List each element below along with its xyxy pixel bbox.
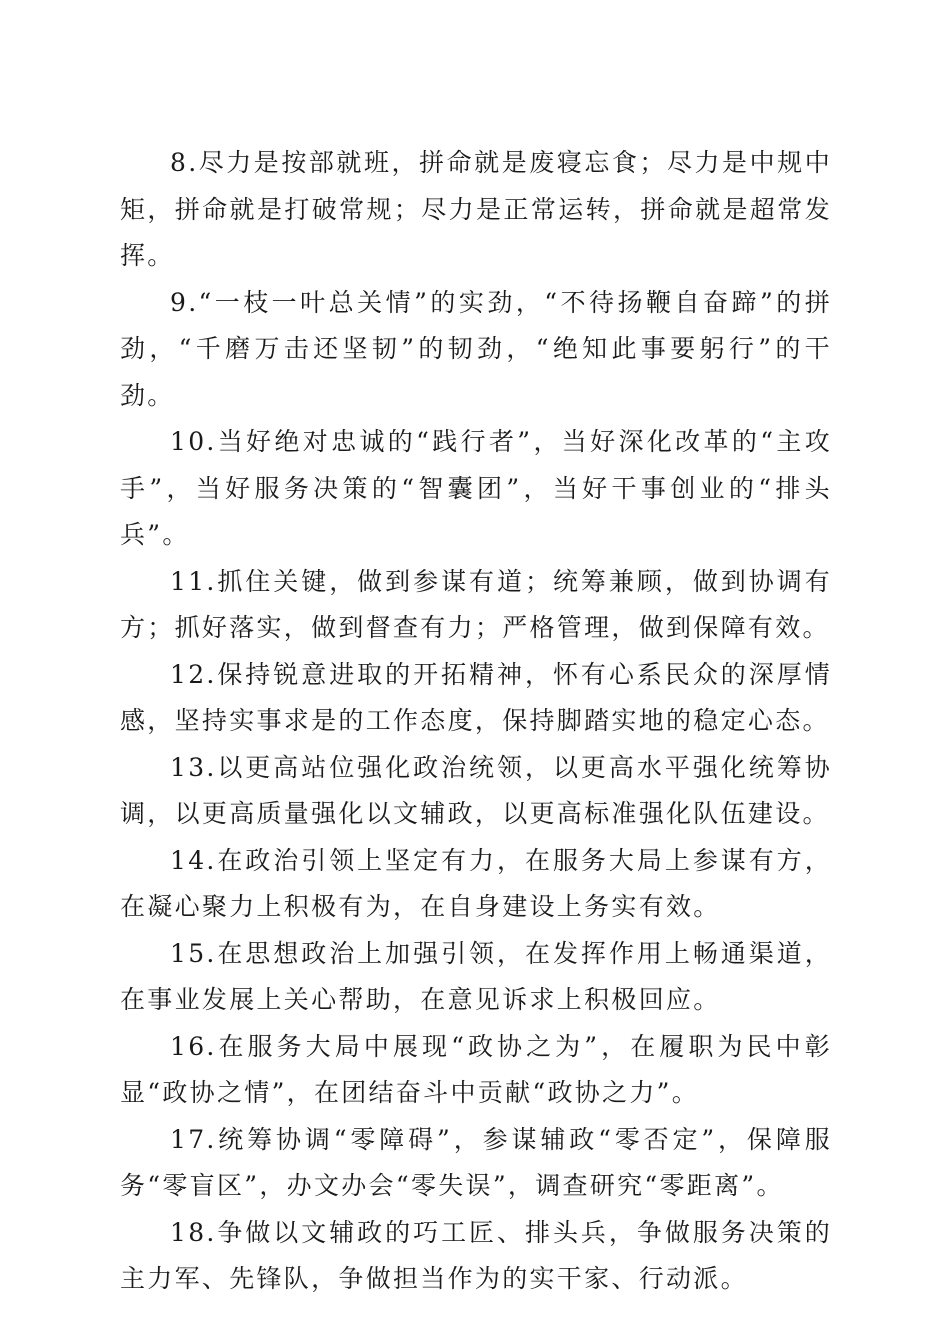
- paragraph-item-9: 9.“一枝一叶总关情”的实劲，“不待扬鞭自奋蹄”的拼劲，“千磨万击还坚韧”的韧劲，“绝知此事要躬行”的干劲。: [120, 287, 832, 410]
- paragraph-item-17: 17.统筹协调“零障碍”，参谋辅政“零否定”，保障服务“零盲区”，办文办会“零失误”，调查研究“零距离”。: [120, 1124, 832, 1200]
- paragraph-item-13: 13.以更高站位强化政治统领，以更高水平强化统筹协调，以更高质量强化以文辅政，以更高标准强化队伍建设。: [120, 752, 832, 828]
- paragraph-item-8: 8.尽力是按部就班，拼命就是废寝忘食；尽力是中规中矩，拼命就是打破常规；尽力是正常运转，拼命就是超常发挥。: [120, 148, 832, 270]
- paragraph-item-18: 18.争做以文辅政的巧工匠、排头兵，争做服务决策的主力军、先锋队，争做担当作为的实干家、行动派。: [120, 1217, 832, 1293]
- paragraph-item-11: 11.抓住关键，做到参谋有道；统筹兼顾，做到协调有方；抓好落实，做到督查有力；严格管理，做到保障有效。: [120, 566, 832, 642]
- paragraph-item-10: 10.当好绝对忠诚的“践行者”，当好深化改革的“主攻手”，当好服务决策的“智囊团”，当好干事创业的“排头兵”。: [120, 427, 832, 549]
- paragraph-item-16: 16.在服务大局中展现“政协之为”，在履职为民中彰显“政协之情”，在团结奋斗中贡献“政协之力”。: [120, 1031, 832, 1107]
- paragraph-item-15: 15.在思想政治上加强引领，在发挥作用上畅通渠道，在事业发展上关心帮助，在意见诉求上积极回应。: [120, 938, 832, 1014]
- paragraph-item-14: 14.在政治引领上坚定有力，在服务大局上参谋有方，在凝心聚力上积极有为，在自身建设上务实有效。: [120, 845, 832, 921]
- paragraph-item-12: 12.保持锐意进取的开拓精神，怀有心系民众的深厚情感，坚持实事求是的工作态度，保持脚踏实地的稳定心态。: [120, 659, 832, 735]
- document-body: [120, 140, 832, 1303]
